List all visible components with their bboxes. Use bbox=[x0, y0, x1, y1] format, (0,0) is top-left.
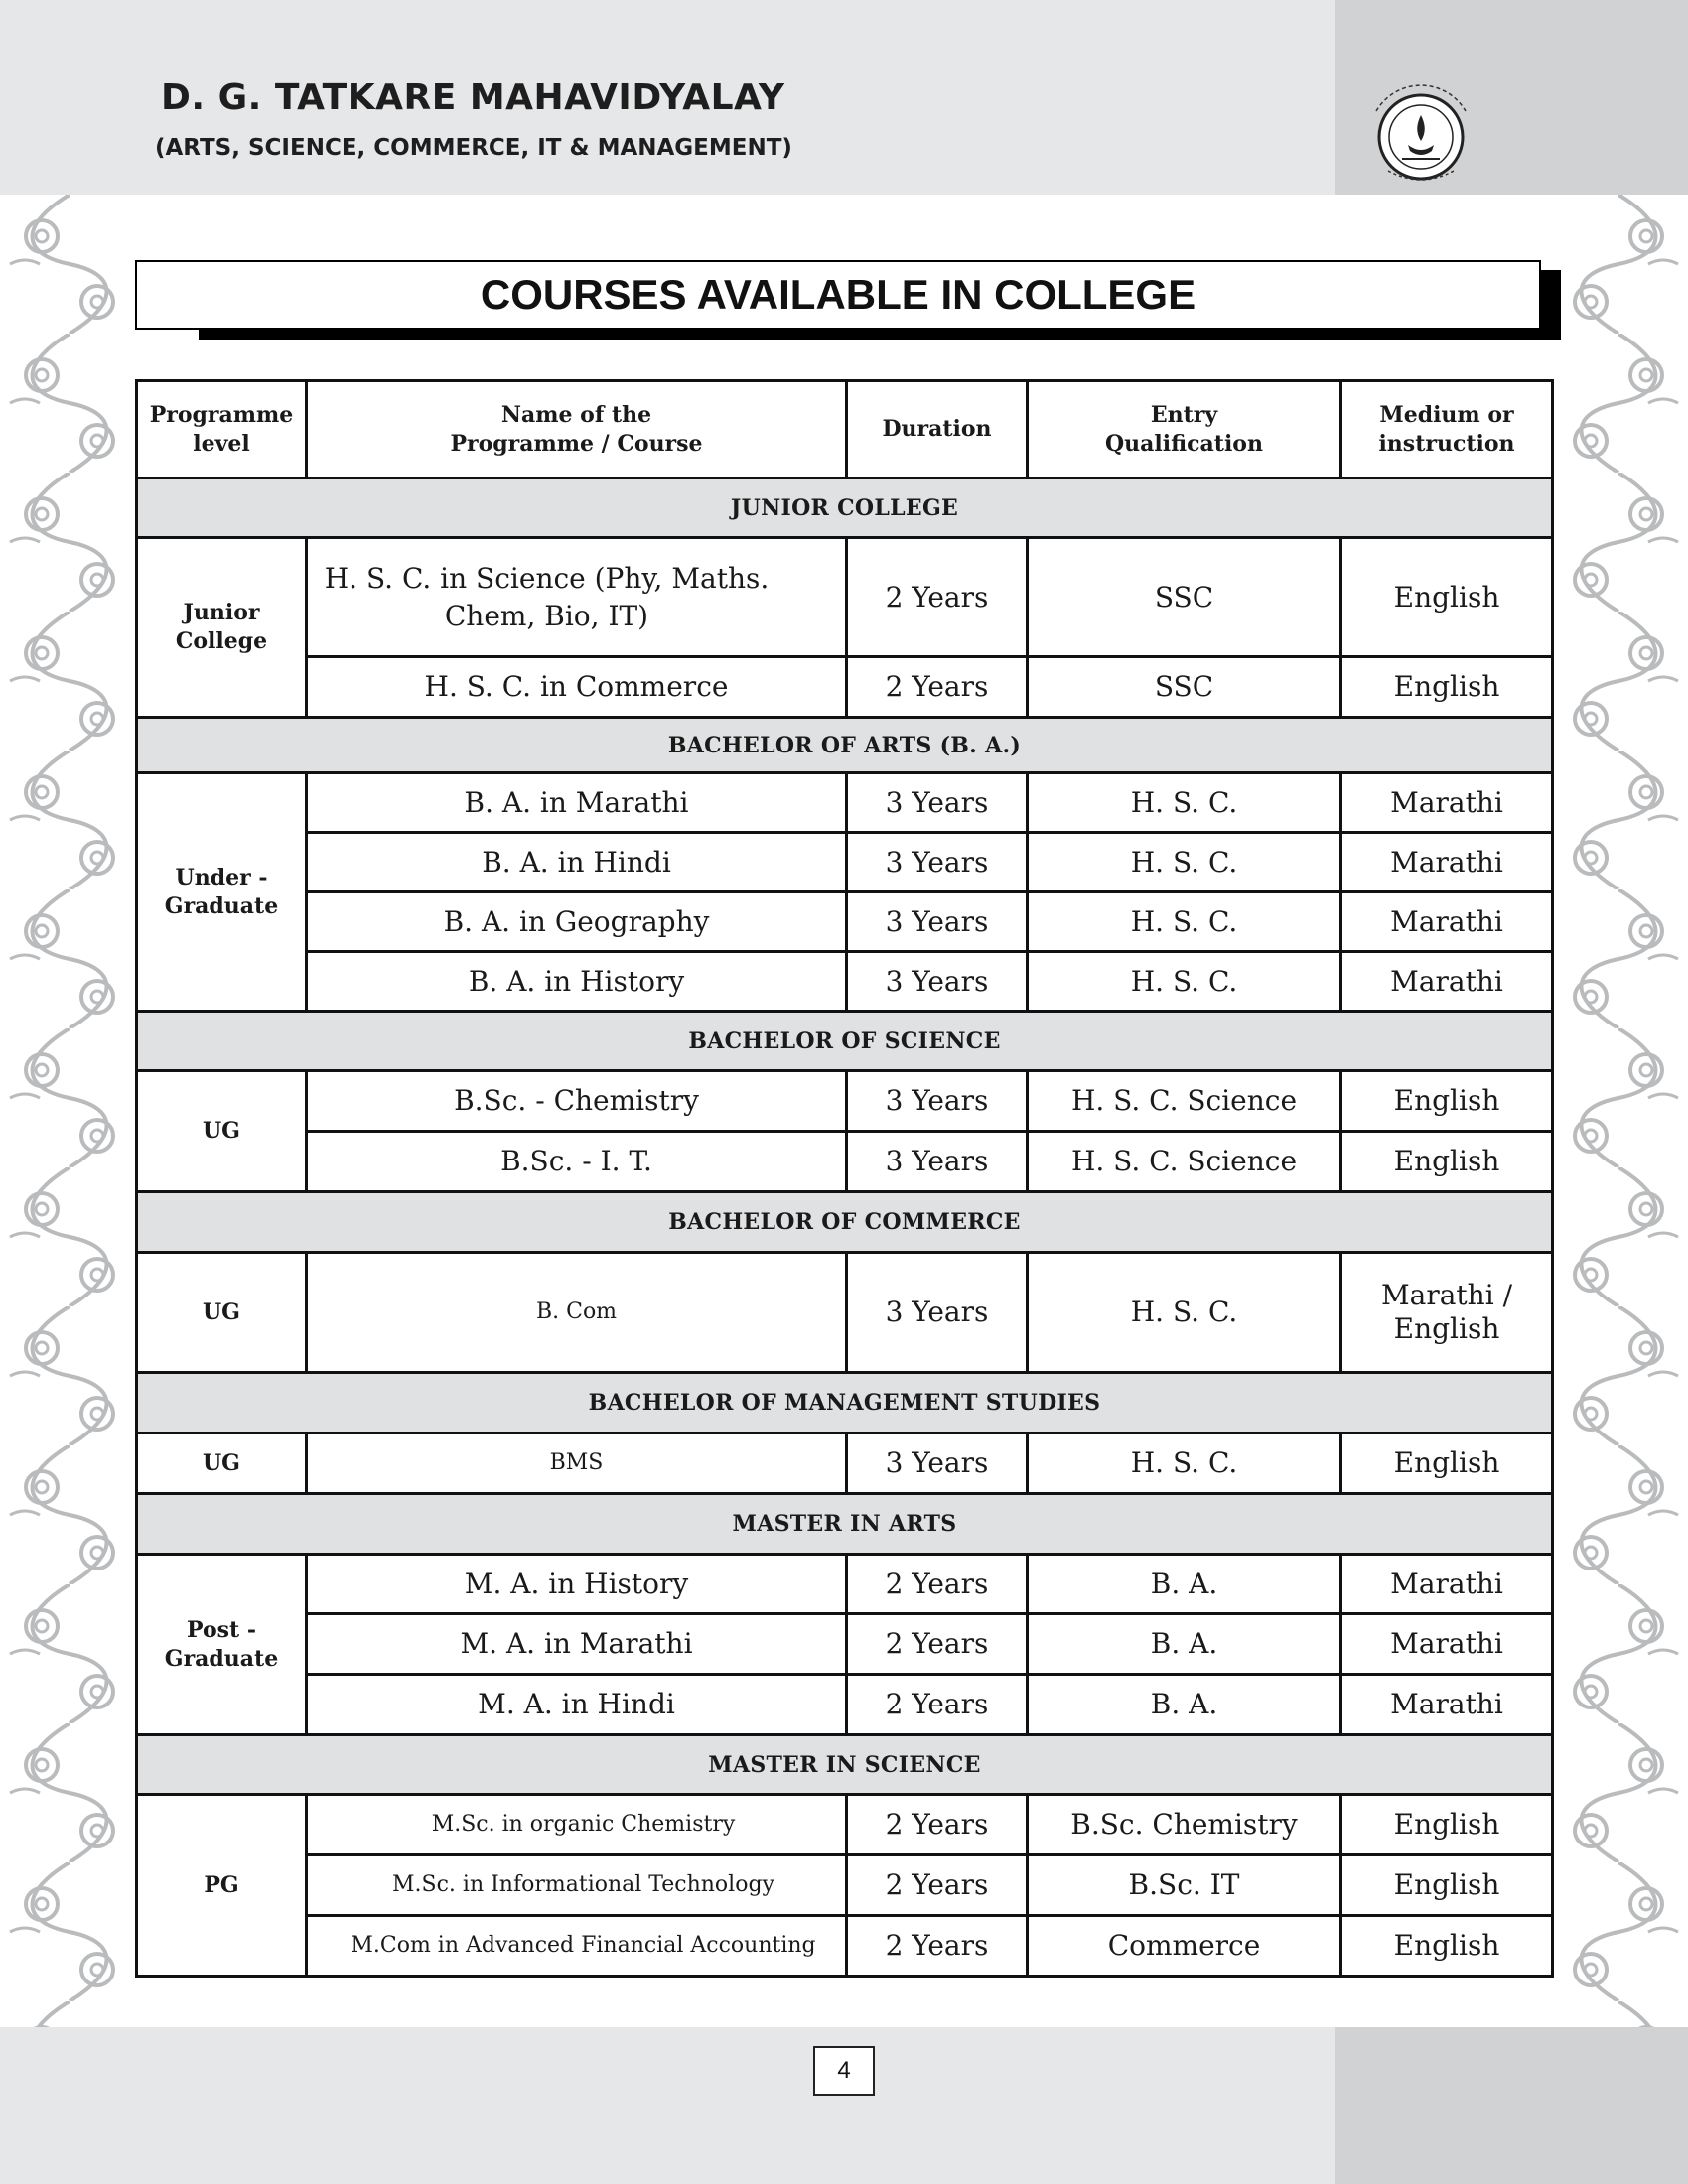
course-duration: 3 Years bbox=[847, 892, 1028, 952]
course-name: H. S. C. in Commerce bbox=[307, 657, 847, 718]
header-entry-qualification: Entry Qualification bbox=[1028, 381, 1341, 478]
medium: Marathi bbox=[1341, 833, 1553, 892]
course-name: M. A. in Marathi bbox=[307, 1614, 847, 1675]
course-name: B.Sc. - Chemistry bbox=[307, 1071, 847, 1132]
footer-band-accent bbox=[1335, 2027, 1688, 2184]
table-row bbox=[137, 1795, 1553, 1855]
programme-level: Under - Graduate bbox=[137, 773, 307, 1012]
course-duration: 3 Years bbox=[847, 1253, 1028, 1373]
course-duration: 3 Years bbox=[847, 952, 1028, 1012]
header-duration: Duration bbox=[847, 381, 1028, 478]
page-number: 4 bbox=[813, 2046, 875, 2096]
section-title: MASTER IN SCIENCE bbox=[137, 1735, 1553, 1795]
section-row bbox=[137, 718, 1553, 773]
medium: English bbox=[1341, 1433, 1553, 1494]
table-row bbox=[137, 1555, 1553, 1614]
table-row bbox=[137, 773, 1553, 833]
medium: Marathi bbox=[1341, 952, 1553, 1012]
college-seal-logo bbox=[1362, 71, 1479, 189]
header-medium: Medium or instruction bbox=[1341, 381, 1553, 478]
medium: Marathi bbox=[1341, 1675, 1553, 1735]
table-row bbox=[137, 1675, 1553, 1735]
table-row bbox=[137, 1916, 1553, 1977]
medium: Marathi / English bbox=[1341, 1253, 1553, 1373]
programme-level: Junior College bbox=[137, 538, 307, 718]
table-row bbox=[137, 1855, 1553, 1916]
section-row bbox=[137, 1012, 1553, 1071]
medium: English bbox=[1341, 1795, 1553, 1855]
medium: English bbox=[1341, 538, 1553, 657]
table-row bbox=[137, 833, 1553, 892]
programme-level: PG bbox=[137, 1795, 307, 1977]
table-row bbox=[137, 1433, 1553, 1494]
entry-qualification: H. S. C. bbox=[1028, 833, 1341, 892]
medium: Marathi bbox=[1341, 773, 1553, 833]
medium: Marathi bbox=[1341, 1555, 1553, 1614]
course-name: M.Com in Advanced Financial Accounting bbox=[307, 1916, 847, 1977]
table-row bbox=[137, 1253, 1553, 1373]
entry-qualification: H. S. C. bbox=[1028, 1253, 1341, 1373]
course-duration: 2 Years bbox=[847, 1675, 1028, 1735]
entry-qualification: B. A. bbox=[1028, 1675, 1341, 1735]
medium: English bbox=[1341, 657, 1553, 718]
entry-qualification: B.Sc. IT bbox=[1028, 1855, 1341, 1916]
section-title: MASTER IN ARTS bbox=[137, 1494, 1553, 1555]
course-duration: 3 Years bbox=[847, 833, 1028, 892]
medium: English bbox=[1341, 1855, 1553, 1916]
entry-qualification: SSC bbox=[1028, 538, 1341, 657]
course-duration: 2 Years bbox=[847, 538, 1028, 657]
college-name: D. G. TATKARE MAHAVIDYALAY bbox=[161, 77, 785, 118]
entry-qualification: H. S. C. Science bbox=[1028, 1071, 1341, 1132]
course-name: M.Sc. in organic Chemistry bbox=[307, 1795, 847, 1855]
entry-qualification: SSC bbox=[1028, 657, 1341, 718]
section-title: JUNIOR COLLEGE bbox=[137, 478, 1553, 538]
entry-qualification: H. S. C. bbox=[1028, 773, 1341, 833]
entry-qualification: H. S. C. bbox=[1028, 952, 1341, 1012]
medium: Marathi bbox=[1341, 1614, 1553, 1675]
programme-level: UG bbox=[137, 1071, 307, 1192]
course-name: M. A. in History bbox=[307, 1555, 847, 1614]
section-title: BACHELOR OF COMMERCE bbox=[137, 1192, 1553, 1253]
header-programme-level: Programme level bbox=[137, 381, 307, 478]
table-row bbox=[137, 1614, 1553, 1675]
course-duration: 2 Years bbox=[847, 1555, 1028, 1614]
courses-table bbox=[135, 379, 1554, 1978]
medium: English bbox=[1341, 1071, 1553, 1132]
section-title: BACHELOR OF SCIENCE bbox=[137, 1012, 1553, 1071]
table-row bbox=[137, 1132, 1553, 1192]
section-row bbox=[137, 478, 1553, 538]
medium: English bbox=[1341, 1916, 1553, 1977]
section-row bbox=[137, 1494, 1553, 1555]
course-duration: 2 Years bbox=[847, 1855, 1028, 1916]
course-name: B. Com bbox=[307, 1253, 847, 1373]
course-name: B. A. in Hindi bbox=[307, 833, 847, 892]
course-name: M.Sc. in Informational Technology bbox=[307, 1855, 847, 1916]
decorative-scroll-border-right bbox=[1559, 195, 1688, 2027]
table-row bbox=[137, 538, 1553, 657]
course-duration: 2 Years bbox=[847, 1916, 1028, 1977]
medium: Marathi bbox=[1341, 892, 1553, 952]
programme-level: Post - Graduate bbox=[137, 1555, 307, 1735]
course-name: B.Sc. - I. T. bbox=[307, 1132, 847, 1192]
entry-qualification: H. S. C. bbox=[1028, 1433, 1341, 1494]
page-title: COURSES AVAILABLE IN COLLEGE bbox=[135, 260, 1541, 330]
course-name: B. A. in Marathi bbox=[307, 773, 847, 833]
course-duration: 3 Years bbox=[847, 1433, 1028, 1494]
course-name: B. A. in Geography bbox=[307, 892, 847, 952]
table-header-row bbox=[137, 381, 1553, 478]
table-row bbox=[137, 892, 1553, 952]
header-programme-name: Name of the Programme / Course bbox=[307, 381, 847, 478]
section-title: BACHELOR OF MANAGEMENT STUDIES bbox=[137, 1373, 1553, 1433]
course-duration: 2 Years bbox=[847, 1795, 1028, 1855]
course-duration: 2 Years bbox=[847, 657, 1028, 718]
table-row bbox=[137, 952, 1553, 1012]
entry-qualification: Commerce bbox=[1028, 1916, 1341, 1977]
entry-qualification: B. A. bbox=[1028, 1614, 1341, 1675]
course-name: B. A. in History bbox=[307, 952, 847, 1012]
course-name: M. A. in Hindi bbox=[307, 1675, 847, 1735]
section-row bbox=[137, 1192, 1553, 1253]
course-duration: 3 Years bbox=[847, 1132, 1028, 1192]
decorative-scroll-border-left bbox=[0, 195, 129, 2027]
programme-level: UG bbox=[137, 1433, 307, 1494]
programme-level: UG bbox=[137, 1253, 307, 1373]
course-name: BMS bbox=[307, 1433, 847, 1494]
course-duration: 2 Years bbox=[847, 1614, 1028, 1675]
entry-qualification: B.Sc. Chemistry bbox=[1028, 1795, 1341, 1855]
entry-qualification: H. S. C. bbox=[1028, 892, 1341, 952]
section-row bbox=[137, 1735, 1553, 1795]
college-subtitle: (ARTS, SCIENCE, COMMERCE, IT & MANAGEMENT) bbox=[155, 135, 792, 161]
entry-qualification: H. S. C. Science bbox=[1028, 1132, 1341, 1192]
section-title: BACHELOR OF ARTS (B. A.) bbox=[137, 718, 1553, 773]
footer-band bbox=[0, 2027, 1335, 2184]
medium: English bbox=[1341, 1132, 1553, 1192]
course-duration: 3 Years bbox=[847, 773, 1028, 833]
table-row bbox=[137, 657, 1553, 718]
entry-qualification: B. A. bbox=[1028, 1555, 1341, 1614]
course-name: H. S. C. in Science (Phy, Maths. Chem, Bio, IT) bbox=[307, 538, 847, 657]
section-row bbox=[137, 1373, 1553, 1433]
course-duration: 3 Years bbox=[847, 1071, 1028, 1132]
table-row bbox=[137, 1071, 1553, 1132]
